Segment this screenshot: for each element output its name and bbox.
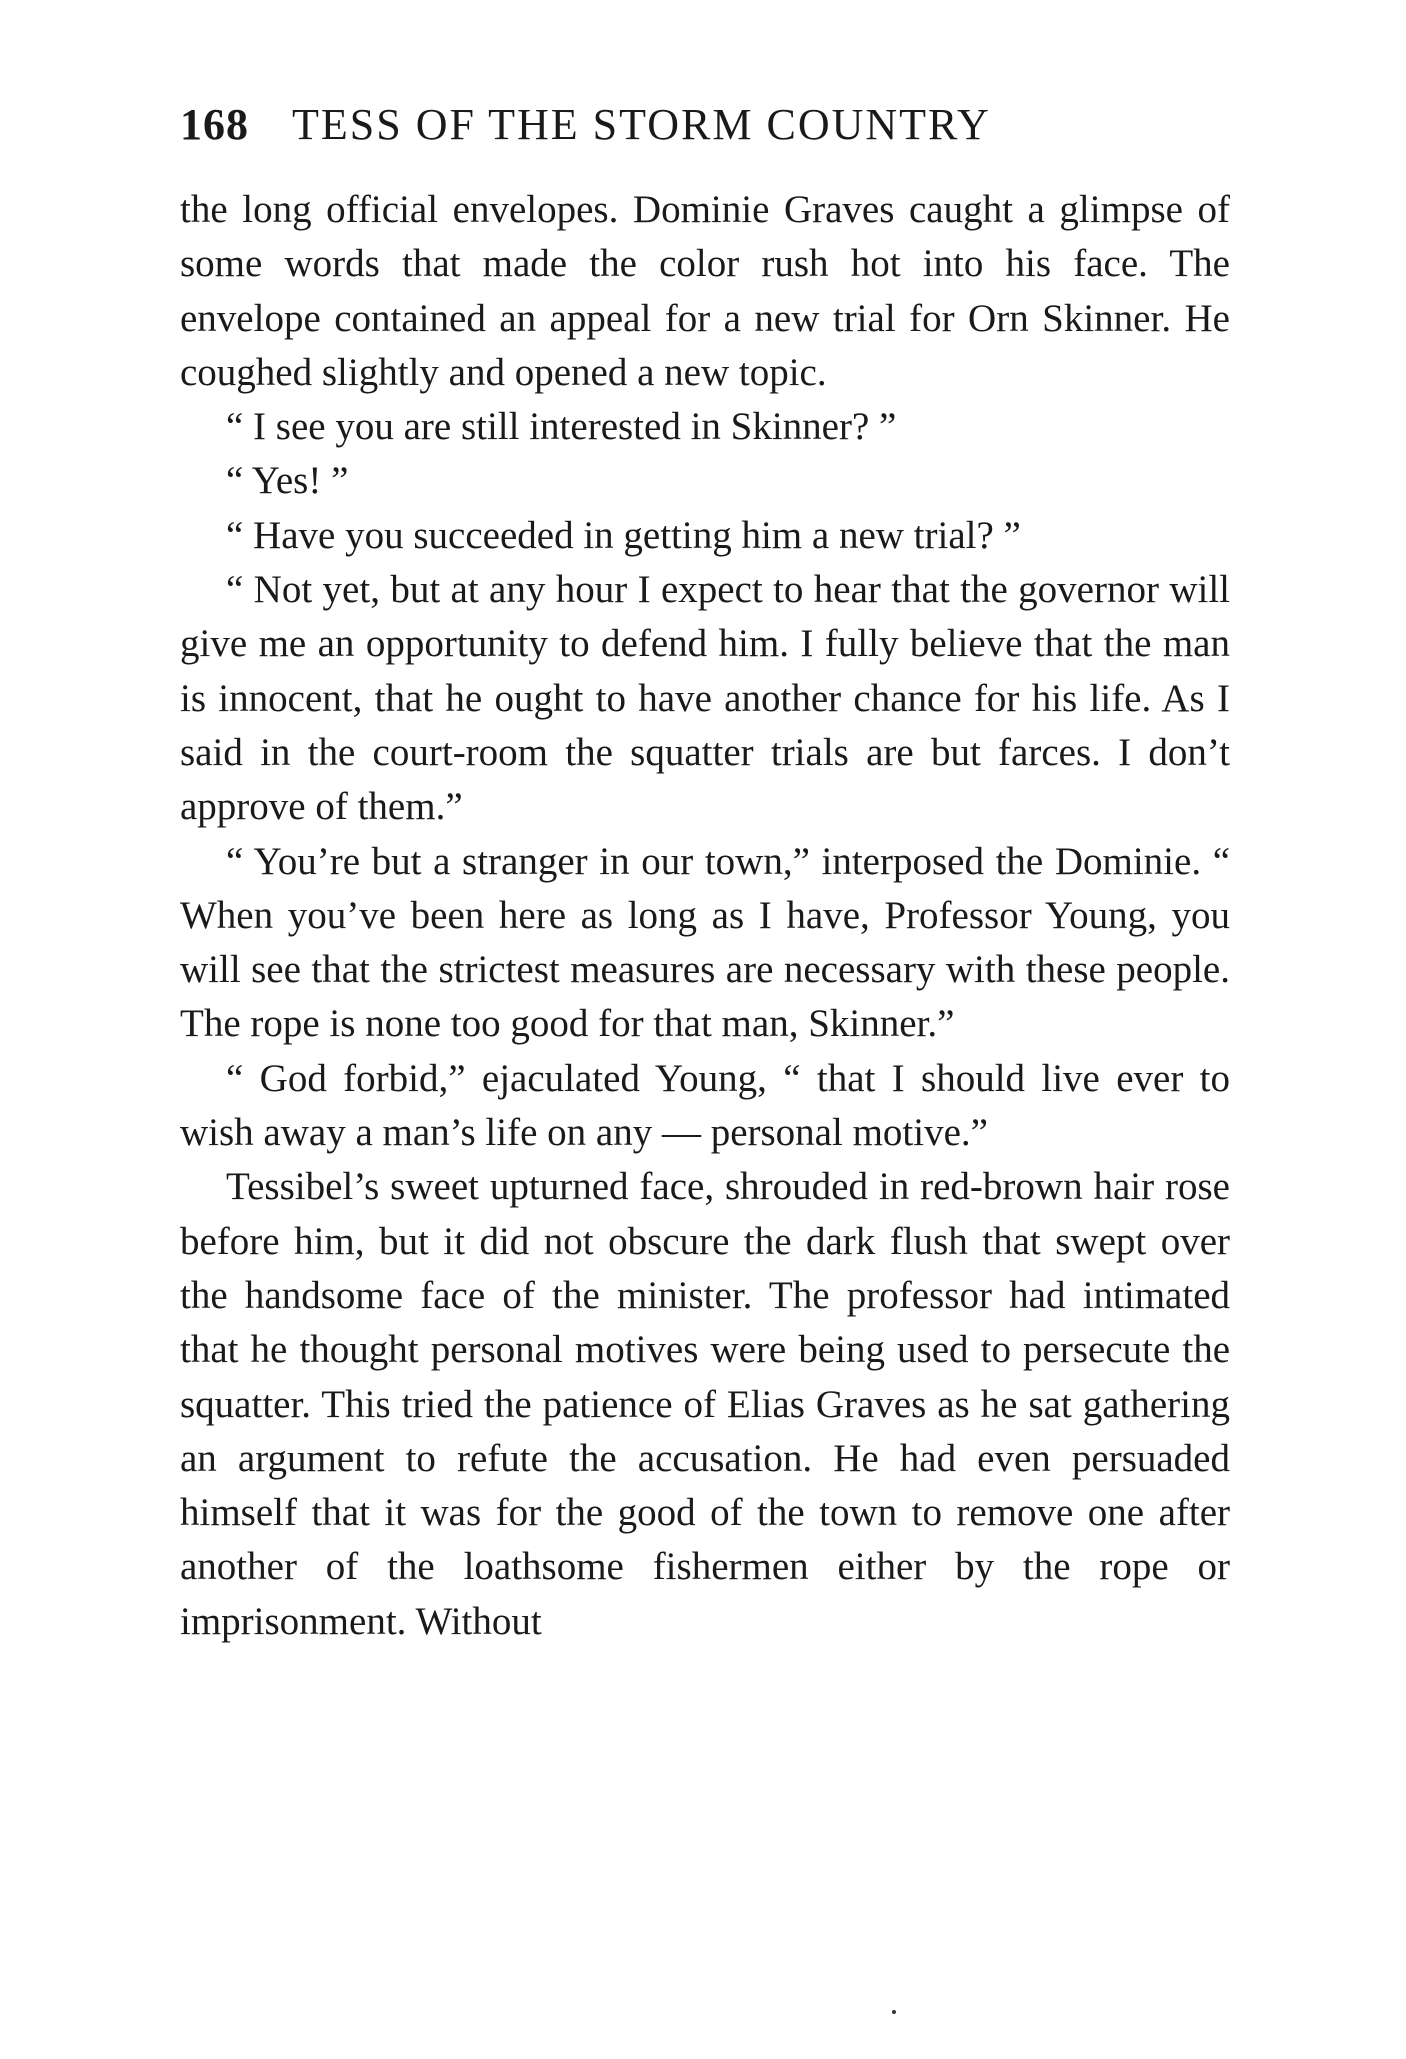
book-page (180, 95, 1230, 1649)
paragraph: “ God forbid,” ejaculated Young, “ that I should live ever to wish away a man’s life on any — personal motive.” (180, 1056, 1230, 1155)
body-text (180, 183, 1230, 1649)
paragraph-continued: the long official envelopes. Dominie Graves caught a glimpse of some words that made the color rush hot into his face. The envelope contained an appeal for a new trial for Orn Skinner. He coughed slightly and opened a new topic. (180, 188, 1230, 394)
dialogue-line: “ Have you succeeded in getting him a new trial? ” (226, 513, 1021, 557)
dialogue-line: “ Yes! ” (226, 459, 349, 503)
dialogue-line: “ I see you are still interested in Skinner? ” (226, 405, 897, 449)
paragraph: “ Not yet, but at any hour I expect to hear that the governor will give me an opportunity to defend him. I fully believe that the man is innocent, that he ought to have another chance for his life. As I said in the court-room the squatter trials are but farces. I don’t approve of them.” (180, 568, 1230, 829)
paragraph: Tessibel’s sweet upturned face, shrouded in red-brown hair rose before him, but it did not obscure the dark flush that swept over the handsome face of the minister. The professor had intimated that he thought personal motives were being used to persecute the squatter. This tried the patience of Elias Graves as he sat gathering an argument to refute the accusation. He had even persuaded himself that it was for the good of the town to remove one after another of the loathsome fishermen either by the rope or imprisonment. Without (180, 1165, 1230, 1643)
paragraph: “ You’re but a stranger in our town,” interposed the Dominie. “ When you’ve been here as long as I have, Professor Young, you will see that the strictest measures are necessary with these people. The rope is none too good for that man, Skinner.” (180, 839, 1230, 1046)
page-number: 168 (180, 100, 249, 149)
running-title: TESS OF THE STORM COUNTRY (292, 100, 991, 149)
print-speck (892, 2010, 896, 2014)
running-header (180, 95, 1230, 155)
